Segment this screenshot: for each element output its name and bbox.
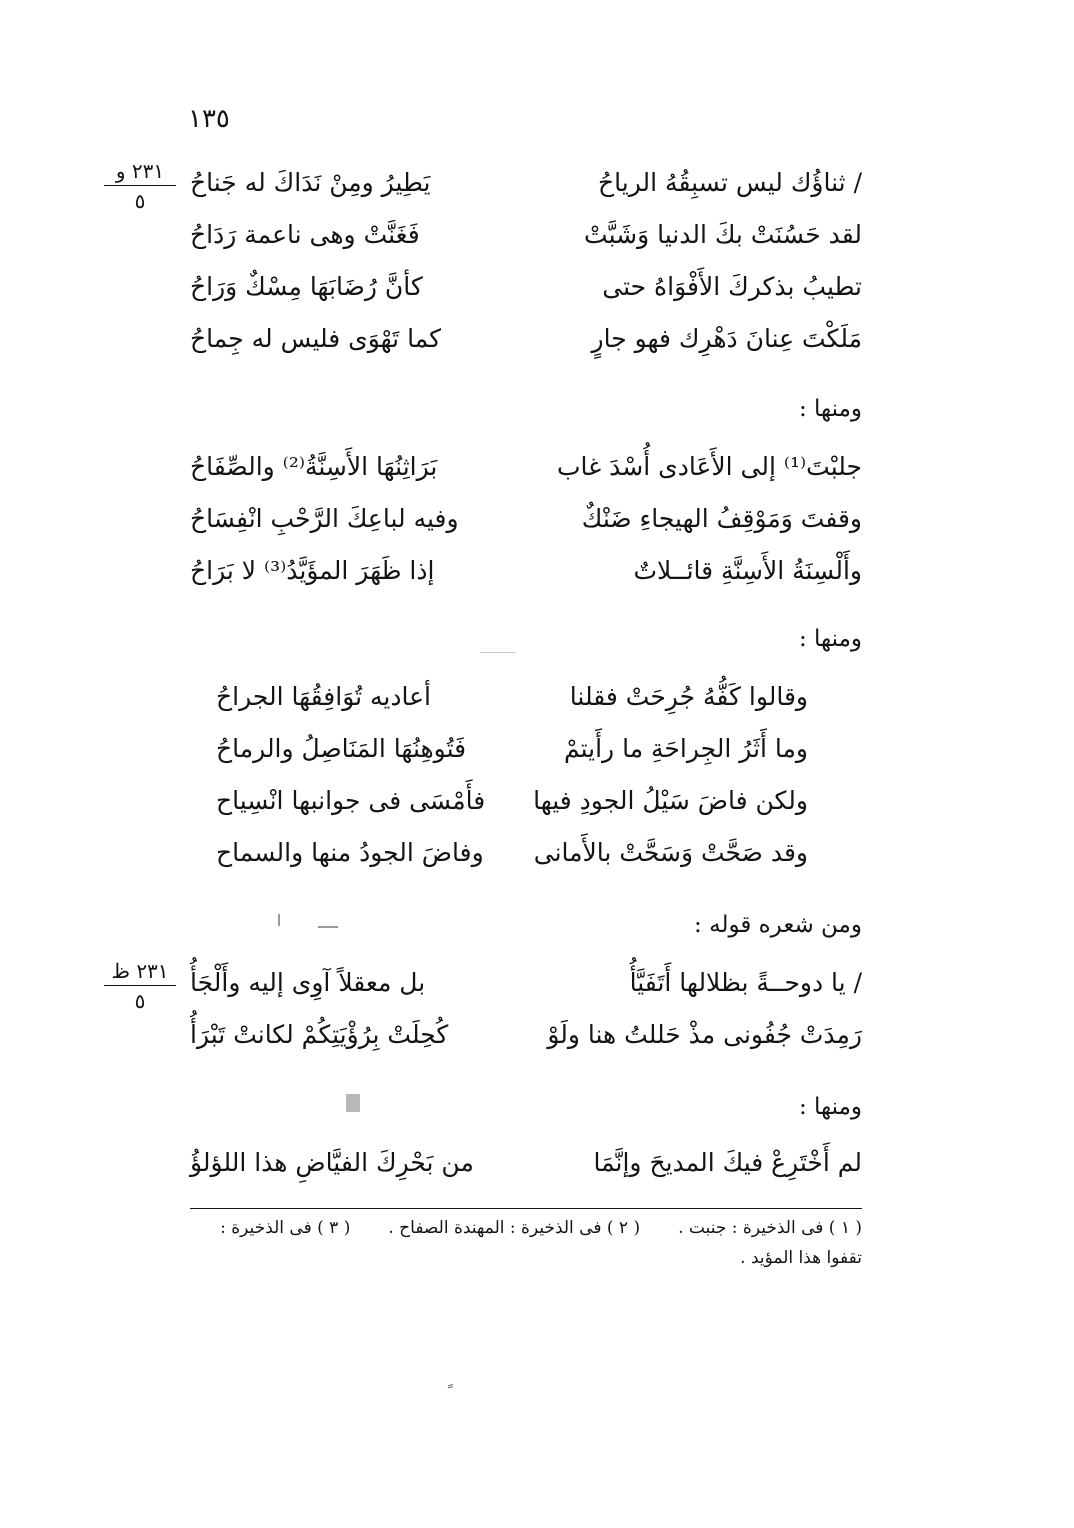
folio-number: ٢٣١ و bbox=[104, 160, 176, 186]
section-heading: ومنها : bbox=[798, 396, 862, 422]
verse-first-hemistich: / ثناؤُك ليس تسبِقُهُ الرياحُ bbox=[598, 167, 862, 197]
footnote-divider bbox=[190, 1208, 862, 1209]
verse-first-hemistich: مَلَكْتَ عِنانَ دَهْرِك فهو جارٍ bbox=[591, 323, 862, 353]
verse-first-hemistich: وقالوا كَفُّهُ جُرِحَتْ فقلنا bbox=[569, 681, 808, 711]
verse-first-hemistich: وأَلْسِنَةُ الأَسِنَّةِ قائــلاتٌ bbox=[633, 555, 862, 585]
footnote-3: ( ٣ ) فى الذخيرة : bbox=[220, 1218, 351, 1238]
verse-first-hemistich: / يا دوحــةً بظلالها أَتَفَيَّأُ bbox=[629, 967, 862, 997]
verse-first-hemistich: جلبْتَ⁽¹⁾ إلى الأَعَادى أُسْدَ غاب bbox=[556, 451, 862, 481]
verse-first-hemistich: وقفتَ وَمَوْقِفُ الهيجاءِ ضَنْكٌ bbox=[581, 503, 862, 533]
verse-line bbox=[190, 498, 862, 538]
section-heading: ومن شعره قوله : bbox=[694, 912, 862, 938]
verse-line bbox=[190, 162, 862, 202]
verse-second-hemistich: كأنَّ رُضَابَهَا مِسْكٌ وَرَاحُ bbox=[190, 271, 423, 301]
scan-speck bbox=[346, 1094, 360, 1112]
footnote-1: ( ١ ) فى الذخيرة : جنبت . bbox=[678, 1218, 862, 1238]
verse-line bbox=[190, 962, 862, 1002]
margin-folio-note bbox=[104, 960, 176, 1012]
verse-second-hemistich: بل معقلاً آوِى إليه وأَلْجَأُ bbox=[190, 967, 426, 997]
page-number: ١٣٥ bbox=[188, 104, 230, 134]
footnote-continuation: تقفوا هذا المؤيد . bbox=[740, 1248, 862, 1268]
verse-first-hemistich: وما أَثَرُ الجِراحَةِ ما رأَيتمْ bbox=[563, 733, 808, 763]
section-heading: ومنها : bbox=[798, 626, 862, 652]
footnote-line bbox=[182, 1218, 862, 1238]
footnote-2: ( ٢ ) فى الذخيرة : المهندة الصفاح . bbox=[388, 1218, 641, 1238]
verse-first-hemistich: وقد صَحَّتْ وَسَحَّتْ بالأَمانى bbox=[533, 837, 808, 867]
folio-sub: ٥ bbox=[134, 189, 146, 213]
verse-line bbox=[216, 832, 808, 872]
verse-second-hemistich: يَطِيرُ ومِنْ نَدَاكَ له جَناحُ bbox=[190, 167, 431, 197]
verse-line bbox=[190, 214, 862, 254]
scan-speck bbox=[480, 652, 516, 653]
verse-line bbox=[190, 550, 862, 590]
folio-number: ٢٣١ ظ bbox=[104, 960, 176, 986]
verse-first-hemistich: لم أَخْتَرِعْ فيكَ المديحَ وإنَّمَا bbox=[593, 1147, 862, 1177]
folio-sub: ٥ bbox=[134, 989, 146, 1013]
margin-folio-note bbox=[104, 160, 176, 212]
verse-second-hemistich: وفاضَ الجودُ منها والسماح bbox=[216, 837, 484, 867]
verse-second-hemistich: فَتُوهِنُهَا المَنَاصِلُ والرماحُ bbox=[216, 733, 467, 763]
verse-second-hemistich: إذا ظَهَرَ المؤَيَّدُ⁽³⁾ لا بَرَاحُ bbox=[190, 555, 435, 585]
verse-first-hemistich: تطيبُ بذكركَ الأَفْوَاهُ حتى bbox=[602, 271, 862, 301]
verse-line bbox=[216, 676, 808, 716]
verse-second-hemistich: من بَحْرِكَ الفيَّاضِ هذا اللؤلؤُ bbox=[190, 1147, 474, 1177]
verse-second-hemistich: فأَمْسَى فى جوانبها انْسِياح bbox=[216, 785, 486, 815]
verse-first-hemistich: لقد حَسُنَتْ بكَ الدنيا وَشَبَّتْ bbox=[584, 219, 862, 249]
section-heading: ومنها : bbox=[798, 1094, 862, 1120]
verse-second-hemistich: أعاديه تُوَافِقُهَا الجراحُ bbox=[216, 681, 432, 711]
verse-second-hemistich: وفيه لباعِكَ الرَّحْبِ انْفِسَاحُ bbox=[190, 503, 459, 533]
verse-line bbox=[190, 446, 862, 486]
verse-first-hemistich: رَمِدَتْ جُفُونى مذْ حَللتُ هنا ولَوْ bbox=[547, 1019, 862, 1049]
verse-line bbox=[216, 780, 808, 820]
verse-line bbox=[190, 318, 862, 358]
verse-first-hemistich: ولكن فاضَ سَيْلُ الجودِ فيها bbox=[533, 785, 808, 815]
verse-line bbox=[190, 266, 862, 306]
scan-speck bbox=[318, 926, 338, 928]
verse-line bbox=[190, 1142, 862, 1182]
verse-second-hemistich: بَرَاثِنُهَا الأَسِنَّةُ⁽²⁾ والصِّفَاحُ bbox=[190, 451, 438, 481]
verse-second-hemistich: فَغَنَّتْ وهى ناعمة رَدَاحُ bbox=[190, 219, 420, 249]
verse-second-hemistich: كما تَهْوَى فليس له جِماحُ bbox=[190, 323, 442, 353]
verse-line bbox=[190, 1014, 862, 1054]
verse-second-hemistich: كُحِلَتْ بِرُؤْيَتِكُمْ لكانتْ تَبْرَأُ bbox=[190, 1019, 449, 1049]
verse-line bbox=[216, 728, 808, 768]
scan-speck bbox=[278, 914, 280, 926]
